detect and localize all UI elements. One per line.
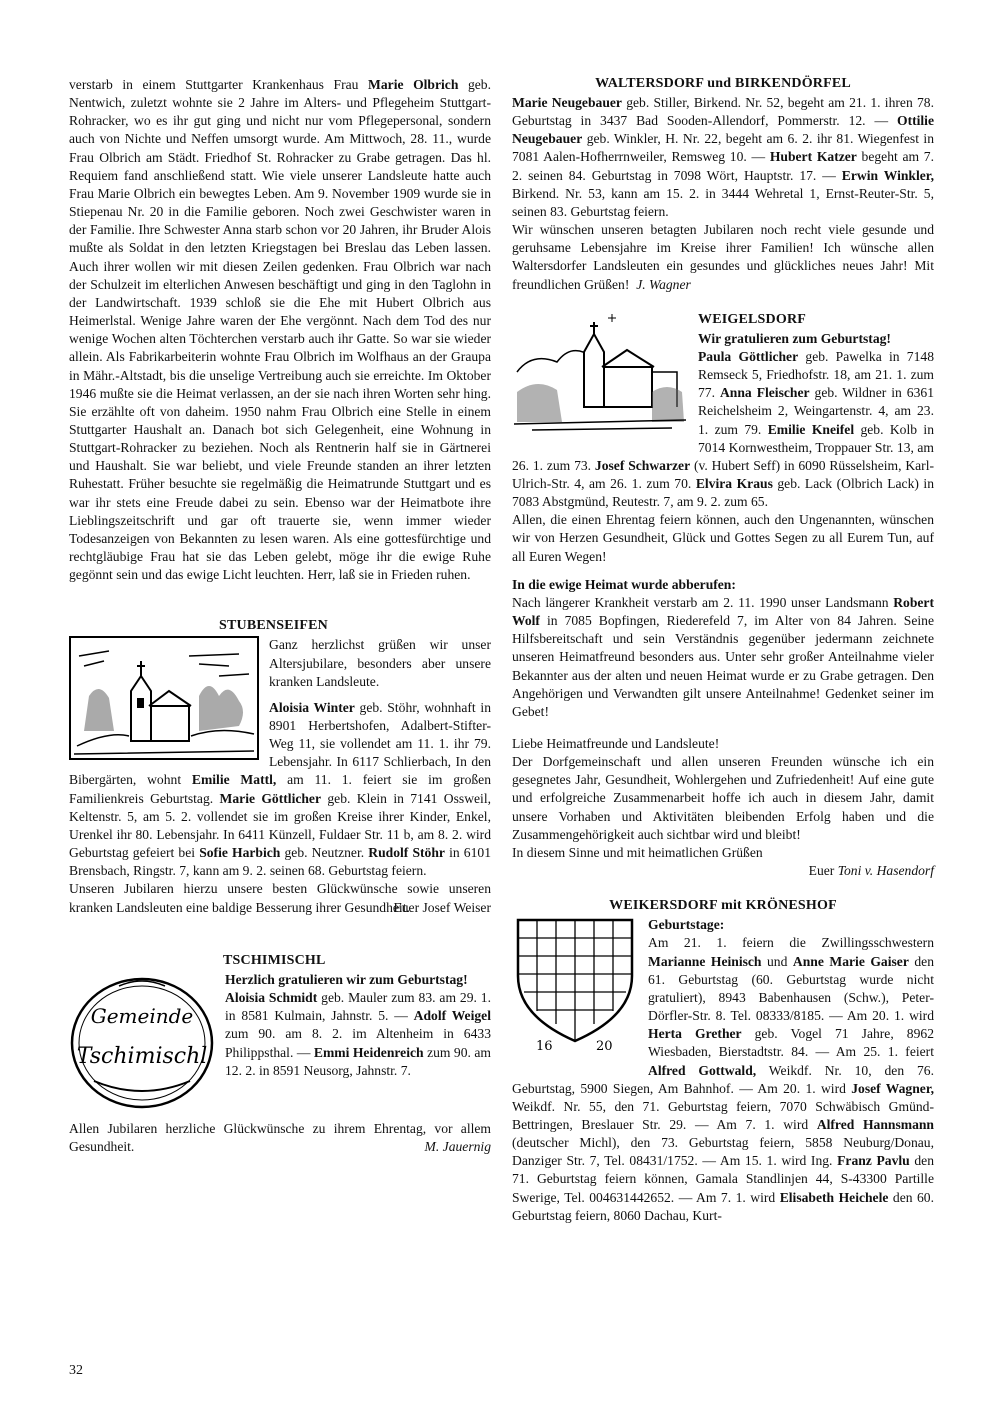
weigelsdorf-subtitle: Wir gratulieren zum Geburtstag! — [698, 330, 891, 346]
letter-signature: Euer Toni v. Hasendorf — [808, 863, 934, 879]
page-number: 32 — [69, 1363, 83, 1378]
section-waltersdorf — [512, 76, 934, 294]
section-title-waltersdorf: WALTERSDORF und BIRKENDÖRFEL — [595, 76, 851, 91]
waltersdorf-closing: Wir wünschen unseren betagten Jubilaren noch recht viele gesunde und geruhsame Lebensjahre im Kreise ihrer Familien! Ich wünsche allen Waltersdorfer Landsleuten ein gesundes und glückliches neues Jahr! Mit freundlichen Grüßen! J. Wagner — [512, 222, 934, 292]
church-drawing-stubenseifen — [69, 636, 259, 765]
weikersdorf-birthdays: Am 21. 1. feiern die Zwillingsschwestern Marianne Heinisch und Anne Marie Gaiser den 61. Geburtstag (60. Geburtstag wurde nicht gratuliert), 8943 Babenhausen (Schw.), Peter-Dörfler-Str. 8. Tel. 08333/8185. — Am 20. 1. wird Herta Grether geb. Vogel 71 Jahre, 8962 Wiesbaden, Bierstadtstr. 84. — Am 25. 1. feiert Alfred Gottwald, Weikdf. Nr. 10, den 76. Geburtstag, 5900 Siegen, Am Bahnhof. — Am 20. 1. wird Josef Wagner, Weikdf. Nr. 55, den 71. Geburtstag feiern, 7070 Schwäbisch Gmünd-Bettringen, Breslauer Str. 29. — Am 7. 1. wird Alfred Hannsmann (deutscher Michl), den 73. Geburtstag feiern, 5858 Neuburg/Donau, Danziger Str. 7, Tel. 08431/1752. — Am 15. 1. wird Ing. Franz Pavlu den 71. Geburtstag feiern können, Gamala Standlinjen 44, S-43300 Partille Swerige, Tel. 004631442652. — Am 7. 1. wird Elisabeth Heichele den 60. Geburtstag feiern, 8060 Dachau, Kurt- — [512, 935, 935, 1223]
letter-greeting: Liebe Heimatfreunde und Landsleute! — [512, 736, 720, 751]
obituary-olbrich: verstarb in einem Stuttgarter Krankenhaus Frau Marie Olbrich geb. Nentwich, zuletzt wohnte sie 2 Jahre im Alters- und Pflegeheim Stuttgart-Rohracker, wo es ihr gut ging und nicht nur vom Pflegepersonal, sondern auch von Nichte und Neffen umsorgt wurde. Am Mittwoch, 28. 11., wurde Frau Olbrich am Städt. Friedhof St. Rohracker zu Grabe getragen. Das hl. Requiem fand anschließend statt. Wie viele unserer Landsleute hatte auch Frau Marie Olbrich ein bewegtes Leben. Am 9. November 1909 wurde sie in Stiepenau Nr. 20 in die Familie geboren. Noch zwei Geschwister waren in der Familie. Ihre Schwester Anna starb schon vor 20 Jahren, ihr Bruder Alois mußte als Soldat in den letzten Kriegstagen bei Breslau das Leben lassen. Auch ihrer wollen wir mit diesen Zeilen gedenken. Frau Olbrich war nach der Schulzeit im elterlichen Anwesen beschäftigt und ging in den Taglohn in der Landwirtschaft. 1939 schloß sie die Ehe mit Hubert Olbrich aus Heimerlstal. Wenige Jahre waren der Ehe vergönnt. Nach dem Tod des nur wenige Wochen alten Töchterchen verstarb auch ihr Gatte. So war sie wieder allein. Als Fabrikarbeiterin wohnte Frau Olbrich im Wolfhaus an der Graupa in Mähr.-Altstadt, bis die unselige Vertreibung auch sie erreichte. Im Oktober 1946 mußte sie die Heimat verlassen, an der sie nach ihren Worten sehr hing. Sie erzählte oft von daheim. 1950 nahm Frau Olbrich eine Stelle in einem Stuttgarter Haushalt an. Danach bot sich Gelegenheit, eine Wohnung in Stuttgart-Rohracker zu beziehen. Noch als Rentnerin half sie in Gärtnerei und Haushalt. Sie war beliebt, und viele Freunde standen an ihrer letzten Ruhestatt. Früher besuchte sie regelmäßig die Heimatrunde Stuttgart und es war ihr stets eine Freude dabei zu sein. Ebenso war der Heimatbote ihre Lieblingszeitschrift und gar oft trauerte sie, wenn immer wieder Todesanzeigen von Bekannten zu lesen waren. Als eine gottesfürchtige und rechtgläubige Frau hat sie das Leben gelebt, möge ihr die ewige Ruhe gegönnt sein und das ewige Licht leuchten. Herr, laß sie in Frieden ruhen. — [69, 77, 491, 583]
section-title-tschimischl: TSCHIMISCHL — [223, 952, 326, 968]
letter-body: Der Dorfgemeinschaft und allen unseren Freunden wünsche ich ein gesegnetes Jahr, Gesundheit, Wohlergehen und Zufriedenheit! Auf eine gute und erfolgreiche Zusammenarbeit hoffe ich auch in diesem Jahr, damit unsere Vorhaben und Aktivitäten bleibenden Erfolg haben und die Zusammengehörigkeit auch sichtbar wird und bleibt! — [512, 754, 934, 842]
section-stubenseifen — [69, 618, 491, 917]
shield-text-left: 16 — [536, 1039, 553, 1055]
stamp-text-1: Gemeinde — [90, 1003, 194, 1028]
church-drawing-weigelsdorf — [512, 312, 688, 437]
obituary-wolf: Nach längerer Krankheit verstarb am 2. 11. 1990 unser Landsmann Robert Wolf in 7085 Bopfingen, Riederefeld 7, im Alter von 84 Jahren. Seine Hilfsbereitschaft und sein Verständnis gegenüber jedermann zeichnete unseren Heimatfreund besonders aus. Unter sehr großer Anteilnahme vieler Bekannter aus der alten und neuen Heimat wurde er zu Grabe getragen. Den Angehörigen und Verwandten gilt unsere Anteilnahme! Gedenket seiner im Gebet! — [512, 594, 934, 719]
shield-text-right: 20 — [596, 1039, 613, 1055]
stubenseifen-birthdays: Aloisia Winter geb. Stöhr, wohnhaft in 8901 Herbertshofen, Adalbert-Stifter-Weg 11, sie vollendet am 11. 1. ihr 79. Lebensjahr. In 6117 Schlierbach, In den Bibergärten, wohnt Emilie Mattl, am 11. 1. feiert sie im großen Familienkreis Geburtstag. Marie Göttlicher geb. Klein in 7141 Ossweil, Keltenstr. 5, am 5. 2. vollendet sie im großen Kreise ihrer Kinder, Enkel, Urenkel ihr 80. Lebensjahr. In 6411 Künzell, Fuldaer Str. 11 b, am 8. 2. wird Geburtstag gefeiert bei Sofie Harbich geb. Neutzner. Rudolf Stöhr in 6101 Brensbach, Ringstr. 7, kann am 9. 2. seinen 68. Geburtstag feiern. — [69, 699, 492, 879]
section-tschimischl — [69, 953, 491, 1156]
letter-closing: In diesem Sinne und mit heimatlichen Grüßen — [512, 844, 763, 860]
stubenseifen-signature: Euer Josef Weiser — [393, 899, 491, 915]
tschimischl-subtitle: Herzlich gratulieren wir zum Geburtstag! — [225, 971, 468, 987]
weigelsdorf-closing: Allen, die einen Ehrentag feiern können, auch den Ungenannten, wünschen wir von Herzen Gesundheit, Glück und Gottes Segen zu all Eurem Tun, auf all Euren Wegen! — [512, 512, 934, 564]
stamp-text-2: Tschimischl — [76, 1043, 208, 1069]
section-weikersdorf — [512, 898, 934, 1225]
tschimischl-closing: Allen Jubilaren herzliche Glückwünsche zu ihrem Ehrentag, vor allem Gesundheit. — [69, 1120, 491, 1155]
stubenseifen-intro: Ganz herzlichst grüßen wir unser Altersjubilare, besonders aber unsere kranken Landsleute. — [269, 637, 491, 689]
section-weigelsdorf — [512, 312, 934, 881]
section-title-weikersdorf: WEIKERSDORF mit KRÖNESHOF — [609, 898, 837, 914]
right-column — [512, 76, 934, 1225]
weikersdorf-subtitle: Geburtstage: — [648, 917, 725, 933]
weigelsdorf-birthdays: Paula Göttlicher geb. Pawelka in 7148 Remseck 5, Friedhofstr. 18, am 21. 1. zum 77. Anna Fleischer geb. Wildner in 6361 Reichelsheim 2, Weingartenstr. 4, am 23. 1. zum 79. Emilie Kneifel geb. Kolb in 7014 Kornwestheim, Troppauer Str. 13, am 26. 1. zum 73. Josef Schwarzer (v. Hubert Seff) in 6090 Rüsselsheim, Karl-Ulrich-Str. 4, am 26. 1. zum 70. Elvira Kraus geb. Lack (Olbrich Lack) in 7083 Abstgmünd, Reutestr. 7, am 9. 2. zum 65. — [512, 348, 935, 510]
stamp-tschimischl — [69, 971, 215, 1116]
section-title-stubenseifen: STUBENSEIFEN — [219, 618, 328, 634]
shield-weikersdorf — [512, 916, 638, 1061]
stubenseifen-closing: Unseren Jubilaren hierzu unsere besten Glückwünsche sowie unseren kranken Landsleuten eine baldige Besserung ihrer Gesundheit. — [69, 881, 491, 915]
obituary-heading: In die ewige Heimat wurde abberufen: — [512, 576, 736, 592]
waltersdorf-birthdays: Marie Neugebauer geb. Stiller, Birkend. Nr. 52, begeht am 21. 1. ihren 78. Geburtstag in 3437 Bad Sooden-Allendorf, Pommerstr. 12. — Ottilie Neugebauer geb. Winkler, H. Nr. 22, begeht am 6. 2. ihr 81. Wiegenfest in 7081 Aalen-Hofherrnweiler, Remsweg 10. — Hubert Katzer begeht am 7. 2. seinen 84. Geburtstag in 7098 Wört, Hauptstr. 17. — Erwin Winkler, Birkend. Nr. 53, kann am 15. 2. in 3444 Wehretal 1, Ernst-Reuter-Str. 5, seinen 83. Geburtstag feiern. — [512, 95, 934, 219]
left-column — [69, 76, 491, 1156]
tschimischl-signature: M. Jauernig — [424, 1139, 491, 1155]
section-title-weigelsdorf: WEIGELSDORF — [698, 311, 806, 327]
tschimischl-birthdays: Aloisia Schmidt geb. Mauler zum 83. am 29. 1. in 8581 Kulmain, Jahnstr. 5. — Adolf Weigel zum 90. am 8. 2. im Altenheim in 6433 Philippsthal. — Emmi Heidenreich zum 90. am 12. 2. in 8591 Neusorg, Jahnstr. 7. — [225, 990, 492, 1078]
